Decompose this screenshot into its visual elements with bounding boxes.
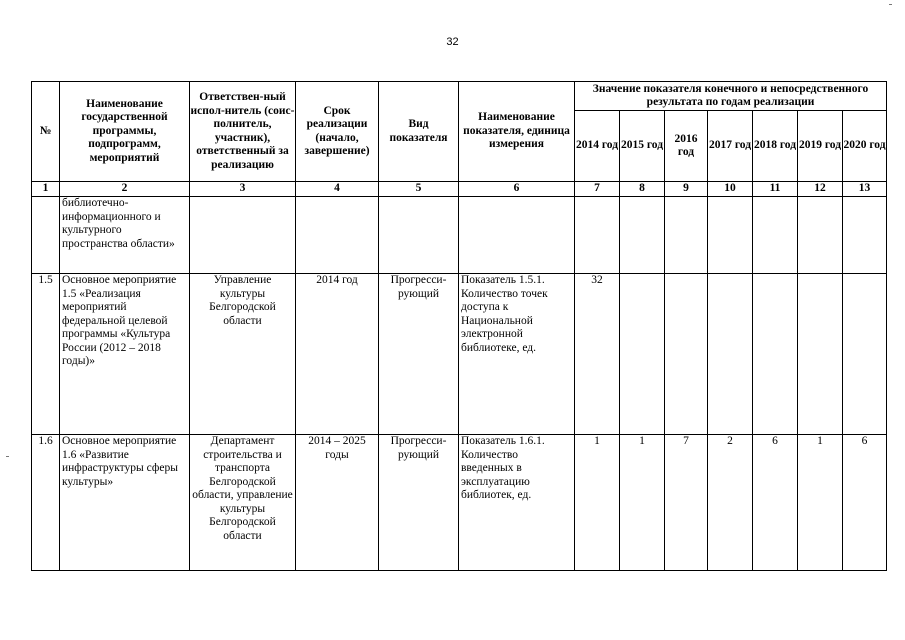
indicator-name: Показатель 1.6.1. Количество введенных в эксплуатацию библиотек, ед.	[459, 435, 575, 571]
year-value	[798, 274, 843, 435]
year-value	[665, 197, 708, 274]
column-number: 11	[753, 182, 798, 197]
page-number: 32	[446, 36, 459, 48]
year-value	[843, 274, 887, 435]
year-value: 32	[575, 274, 620, 435]
column-number: 4	[296, 182, 379, 197]
indicator-table	[31, 81, 887, 571]
responsible: Департамент строительства и транспорта Белгородской области, управление культуры Белгородской области	[190, 435, 296, 571]
header-year: 2017 год	[708, 111, 753, 182]
year-value	[753, 197, 798, 274]
row-number: 1.6	[32, 435, 60, 571]
header-year: 2019 год	[798, 111, 843, 182]
year-value	[665, 274, 708, 435]
indicator-name	[459, 197, 575, 274]
column-number: 12	[798, 182, 843, 197]
year-value	[708, 274, 753, 435]
indicator-type: Прогресси-рующий	[379, 435, 459, 571]
program-name: библиотечно-информационного и культурного пространства области»	[60, 197, 190, 274]
year-value: 1	[798, 435, 843, 571]
column-number: 2	[60, 182, 190, 197]
table-row	[32, 274, 887, 435]
responsible	[190, 197, 296, 274]
header-responsible: Ответствен-ный испол-нитель (соис-полнитель, участник), ответственный за реализацию	[190, 82, 296, 182]
column-number: 6	[459, 182, 575, 197]
row-number	[32, 197, 60, 274]
row-number: 1.5	[32, 274, 60, 435]
header-program-name: Наименование государственной программы, подпрограмм, мероприятий	[60, 82, 190, 182]
year-value	[620, 197, 665, 274]
year-value: 1	[575, 435, 620, 571]
year-value: 6	[843, 435, 887, 571]
header-year: 2020 год	[843, 111, 887, 182]
column-number: 5	[379, 182, 459, 197]
column-number: 1	[32, 182, 60, 197]
column-number: 9	[665, 182, 708, 197]
period: 2014 год	[296, 274, 379, 435]
indicator-type: Прогресси-рующий	[379, 274, 459, 435]
column-number: 3	[190, 182, 296, 197]
column-number: 13	[843, 182, 887, 197]
year-value: 7	[665, 435, 708, 571]
program-name: Основное мероприятие 1.5 «Реализация мероприятий федеральной целевой программы «Культура России (2012 – 2018 годы)»	[60, 274, 190, 435]
column-number: 7	[575, 182, 620, 197]
header-period: Срок реализации (начало, завершение)	[296, 82, 379, 182]
year-value	[708, 197, 753, 274]
header-no: №	[32, 82, 60, 182]
scan-speck	[889, 4, 892, 5]
column-number: 10	[708, 182, 753, 197]
header-year: 2015 год	[620, 111, 665, 182]
scan-speck	[6, 456, 9, 457]
indicator-table-wrap	[31, 81, 886, 571]
header-year: 2014 год	[575, 111, 620, 182]
table-row	[32, 435, 887, 571]
year-value: 6	[753, 435, 798, 571]
year-value: 2	[708, 435, 753, 571]
year-value	[753, 274, 798, 435]
program-name: Основное мероприятие 1.6 «Развитие инфраструктуры сферы культуры»	[60, 435, 190, 571]
header-year: 2018 год	[753, 111, 798, 182]
indicator-type	[379, 197, 459, 274]
header-indicator-name: Наименование показателя, единица измерения	[459, 82, 575, 182]
responsible: Управление культуры Белгородской области	[190, 274, 296, 435]
column-number: 8	[620, 182, 665, 197]
indicator-name: Показатель 1.5.1. Количество точек доступа к Национальной электронной библиотеке, ед.	[459, 274, 575, 435]
header-indicator-type: Вид показателя	[379, 82, 459, 182]
year-value: 1	[620, 435, 665, 571]
year-value	[620, 274, 665, 435]
year-value	[843, 197, 887, 274]
table-row	[32, 197, 887, 274]
period	[296, 197, 379, 274]
column-number-row	[32, 182, 887, 197]
period: 2014 – 2025 годы	[296, 435, 379, 571]
year-value	[575, 197, 620, 274]
header-year: 2016 год	[665, 111, 708, 182]
header-values-by-year: Значение показателя конечного и непосредственного результата по годам реализации	[575, 82, 887, 111]
year-value	[798, 197, 843, 274]
